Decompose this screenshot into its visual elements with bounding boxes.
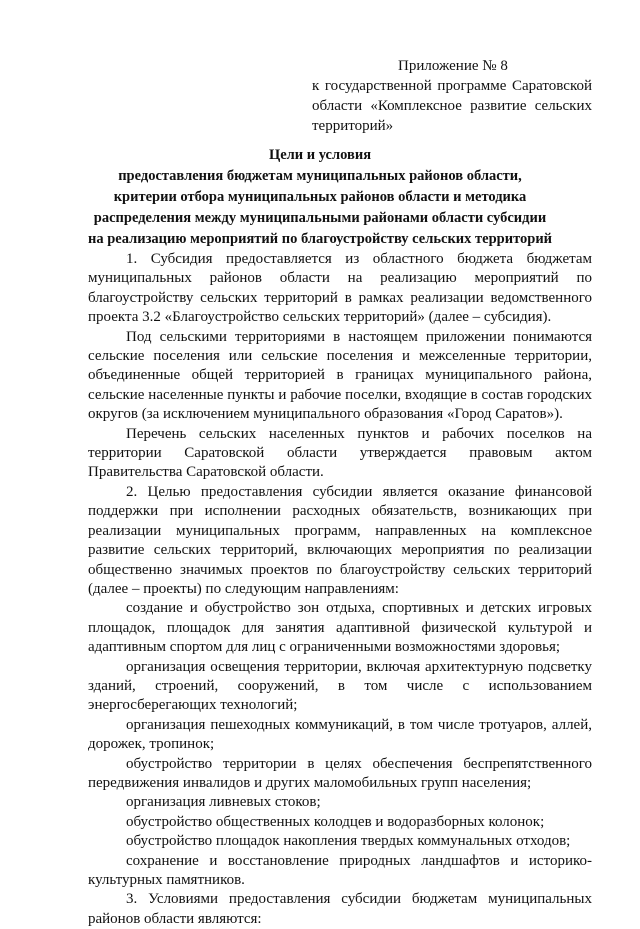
paragraph: 2. Целью предоставления субсидии является оказание финансовой поддержки при исполнении расходных обязательств, возникающих при реализации муниципальных программ, направленных на комплексное развитие сельских территорий, включающих мероприятия по реализации общественно значимых проектов по благоустройству сельских территорий (далее – проекты) по следующим направлениям: (88, 483, 592, 597)
list-item: организация ливневых стоков; (126, 794, 321, 811)
paragraph: Перечень сельских населенных пунктов и рабочих поселков на территории Саратовской области утверждается правовым актом Правительства Саратовской области. (88, 425, 592, 481)
list-item: сохранение и восстановление природных ландшафтов и историко-культурных памятников. (88, 852, 592, 888)
appendix-number: Приложение № 8 (398, 58, 508, 74)
list-item: обустройство территории в целях обеспечения беспрепятственного передвижения инвалидов и других маломобильных групп населения; (88, 755, 592, 791)
paragraph: Под сельскими территориями в настоящем приложении понимаются сельские поселения или сельские поселения и межселенные территории, объединенные общей территорией в границах муниципального района, сельские населенные пункты и рабочие поселки, входящие в состав городских округов (за исключением муниципального образования «Город Саратов»). (88, 328, 592, 423)
title-line-2: предоставления бюджетам муниципальных районов области, критерии отбора муниципальных районов области и методика распределения между муниципальными районами области субсидии на реализацию мероприятий по благоустройству сельских территорий (87, 168, 553, 247)
document-title (86, 145, 554, 250)
document-body (88, 250, 592, 929)
paragraph: 3. Условиями предоставления субсидии бюджетам муниципальных районов области являются: (88, 891, 592, 927)
list-item: создание и обустройство зон отдыха, спортивных и детских игровых площадок, площадок для занятия адаптивной физической культурой и адаптивным спортом для лиц с ограниченными возможностями здоровья; (88, 600, 592, 656)
list-item: обустройство площадок накопления твердых коммунальных отходов; (126, 833, 571, 850)
appendix-reference: к государственной программе Саратовской области «Комплексное развитие сельских территорий» (312, 78, 592, 134)
list-item: организация пешеходных коммуникаций, в том числе тротуаров, аллей, дорожек, тропинок; (88, 716, 592, 753)
list-item: обустройство общественных колодцев и водоразборных колонок; (126, 813, 545, 830)
appendix-header (312, 56, 592, 136)
paragraph: 1. Субсидия предоставляется из областного бюджета бюджетам муниципальных районов области на реализацию мероприятий по благоустройству сельских территорий в рамках реализации ведомственного проекта 3.2 «Благоустройство сельских территорий» (далее – субсидия). (88, 251, 592, 326)
list-item: организация освещения территории, включая архитектурную подсветку зданий, строений, сооружений, в том числе с использованием энергосберегающих технологий; (88, 658, 592, 714)
title-line-1: Цели и условия (268, 147, 372, 163)
